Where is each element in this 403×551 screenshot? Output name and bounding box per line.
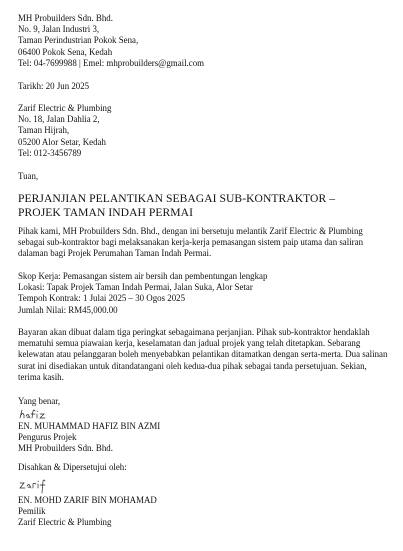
signatory1-company: MH Probuilders Sdn. Bhd. — [18, 443, 113, 454]
signatory2-block — [18, 476, 391, 529]
recipient-address-block — [18, 103, 391, 159]
signatory2-name: EN. MOHD ZARIF BIN MOHAMAD — [18, 495, 157, 505]
signatory1-block — [18, 407, 391, 455]
signature-zarif — [18, 476, 391, 495]
recipient-name: Zarif Electric & Plumbing — [18, 103, 112, 113]
terms-text: Bayaran akan dibuat dalam tiga peringkat sebagaimana perjanjian. Pihak sub-kontraktor hendaklah mematuhi semua piawaian kerja, keselamatan dan jadual projek yang telah ditetapkan. Sebarang kelewatan atau pelanggaran boleh menyebabkan pelantikan ditamatkan dengan serta-merta. Dua salinan surat ini disediakan untuk ditandatangani oleh kedua-dua pihak sebagai tanda persetujuan. Sekian, terima kasih. — [18, 327, 388, 382]
salutation-block — [18, 171, 391, 182]
closing-text: Yang benar, — [18, 396, 61, 406]
sender-contact: Tel: 04-7699988 | Emel: mhprobuilders@gmail.com — [18, 57, 205, 68]
detail-value: Jumlah Nilai: RM45,000.00 — [18, 304, 118, 315]
signatory1-position: Pengurus Projek — [18, 432, 77, 443]
signatory1-name: EN. MUHAMMAD HAFIZ BIN AZMI — [18, 421, 161, 431]
approval-label: Disahkan & Dipersetujui oleh: — [18, 462, 127, 472]
terms-paragraph — [18, 327, 391, 383]
approval-block — [18, 462, 391, 473]
detail-location: Lokasi: Tapak Projek Taman Indah Permai, Jalan Suka, Alor Setar — [18, 282, 253, 293]
signature-hafiz — [18, 407, 391, 421]
intro-text: Pihak kami, MH Probuilders Sdn. Bhd., dengan ini bersetuju melantik Zarif Electric & Plumbing sebagai sub-kontraktor bagi melaksanakan kerja-kerja pemasangan sistem paip utama dan saliran dalaman bagi Projek Perumahan Taman Indah Permai. — [18, 226, 364, 259]
recipient-address-line2: Taman Hijrah, — [18, 125, 70, 136]
sender-name: MH Probuilders Sdn. Bhd. — [18, 13, 113, 23]
contract-details-block — [18, 271, 391, 316]
salutation: Tuan, — [18, 171, 39, 181]
intro-paragraph — [18, 226, 391, 260]
detail-scope: Skop Kerja: Pemasangan sistem air bersih dan pembentungan lengkap — [18, 271, 268, 281]
recipient-phone: Tel: 012-3456789 — [18, 147, 82, 158]
closing-block — [18, 396, 391, 407]
recipient-address-line3: 05200 Alor Setar, Kedah — [18, 136, 106, 147]
signatory2-position: Pemilik — [18, 506, 46, 517]
detail-period: Tempoh Kontrak: 1 Julai 2025 – 30 Ogos 2025 — [18, 293, 186, 304]
sender-address-line3: 06400 Pokok Sena, Kedah — [18, 46, 113, 57]
signatory2-company: Zarif Electric & Plumbing — [18, 517, 112, 528]
date-block — [18, 81, 391, 92]
sender-address-line1: No. 9, Jalan Industri 3, — [18, 24, 100, 35]
sender-address-line2: Taman Perindustrian Pokok Sena, — [18, 35, 139, 46]
sender-address-block — [18, 13, 391, 69]
letter-title: PERJANJIAN PELANTIKAN SEBAGAI SUB-KONTRAKTOR – PROJEK TAMAN INDAH PERMAI — [18, 192, 336, 219]
recipient-address-line1: No. 18, Jalan Dahlia 2, — [18, 114, 100, 125]
letter-date: Tarikh: 20 Jun 2025 — [18, 81, 90, 91]
